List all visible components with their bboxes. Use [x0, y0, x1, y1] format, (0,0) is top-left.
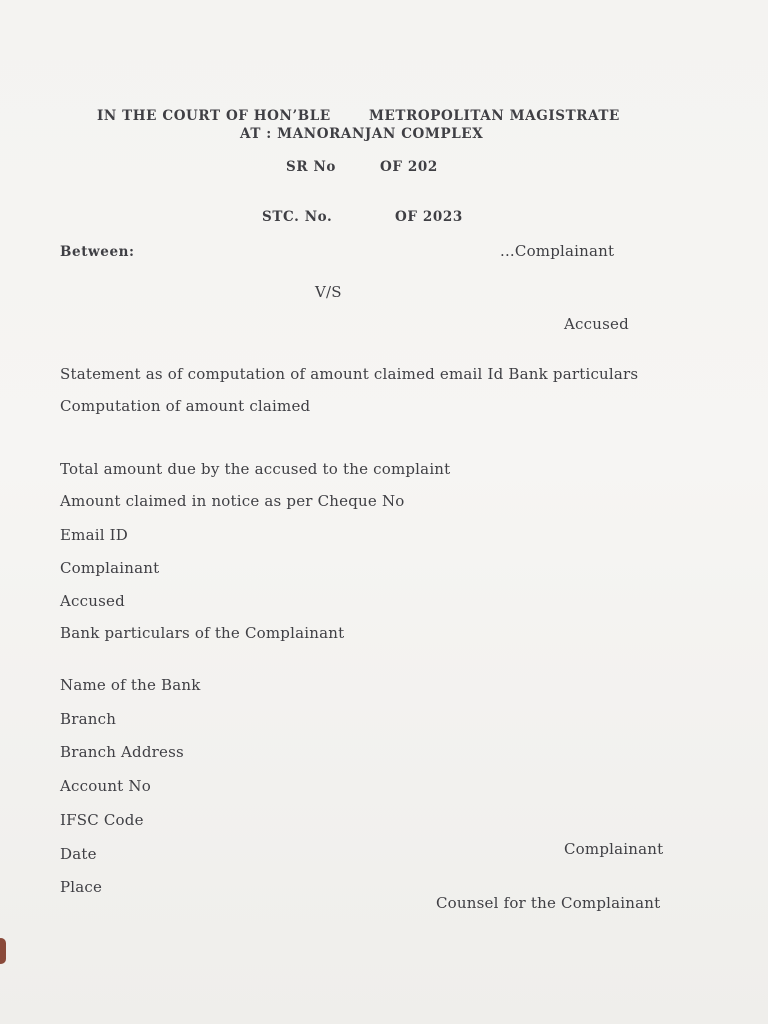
- between-label: Between:: [60, 244, 135, 260]
- accused-party-label: Accused: [564, 315, 629, 333]
- accused-email-label: Accused: [60, 592, 125, 610]
- statement-line: Statement as of computation of amount claimed email Id Bank particulars: [60, 365, 639, 383]
- stc-number-year: OF 2023: [395, 209, 463, 225]
- counsel-signature: Counsel for the Complainant: [436, 894, 661, 912]
- court-venue: AT : MANORANJAN COMPLEX: [240, 126, 484, 142]
- account-number-label: Account No: [60, 777, 151, 795]
- ifsc-code-label: IFSC Code: [60, 811, 144, 829]
- complainant-party-label: ...Complainant: [500, 242, 615, 260]
- court-title: IN THE COURT OF HON’BLE: [97, 108, 331, 124]
- email-label: Email ID: [60, 526, 129, 544]
- place-label: Place: [60, 878, 103, 896]
- magistrate-title: METROPOLITAN MAGISTRATE: [369, 108, 620, 124]
- sr-number-label: SR No: [286, 159, 337, 175]
- versus-label: V/S: [315, 283, 342, 301]
- bank-particulars-heading: Bank particulars of the Complainant: [60, 624, 345, 642]
- computation-line: Computation of amount claimed: [60, 397, 311, 415]
- branch-address-label: Branch Address: [60, 743, 184, 761]
- cheque-label: Amount claimed in notice as per Cheque No: [60, 492, 405, 510]
- date-label: Date: [60, 845, 97, 863]
- complainant-signature: Complainant: [564, 840, 664, 858]
- branch-label: Branch: [60, 710, 117, 728]
- total-due-label: Total amount due by the accused to the complaint: [60, 460, 451, 478]
- sr-number-year: OF 202: [380, 159, 438, 175]
- stc-number-label: STC. No.: [262, 209, 333, 225]
- bank-name-label: Name of the Bank: [60, 676, 201, 694]
- edge-object: [0, 938, 6, 964]
- complainant-email-label: Complainant: [60, 559, 160, 577]
